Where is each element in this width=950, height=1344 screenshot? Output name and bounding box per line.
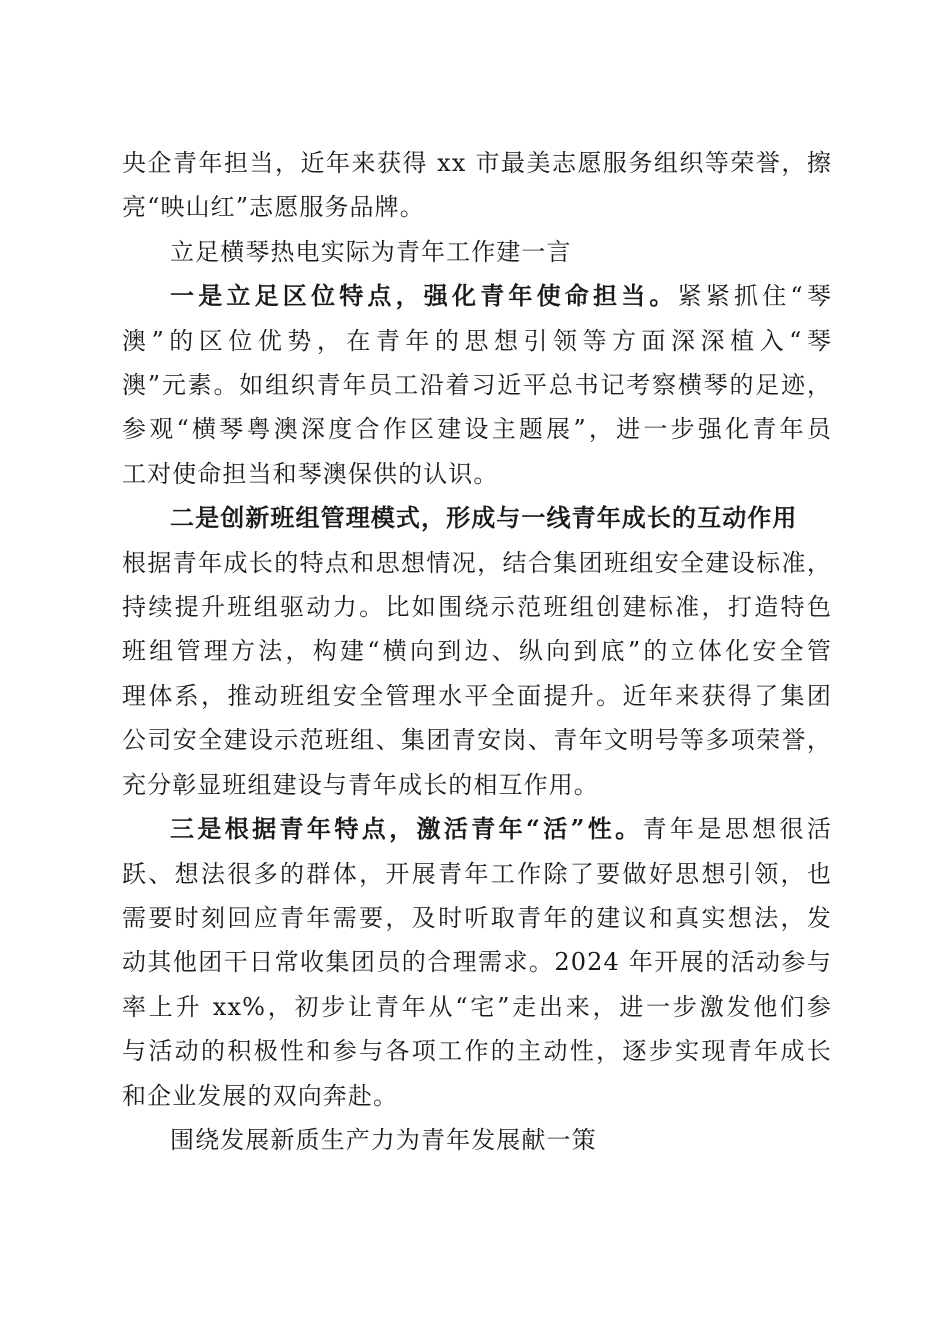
paragraph-youth-activation (122, 807, 832, 1118)
text-line: 理体系，推动班组安全管理水平全面提升。近年来获得了集团 (122, 681, 832, 710)
text-line: 央企青年担当，近年来获得 xx 市最美志愿服务组织等荣誉，擦 (122, 149, 832, 177)
text-line: 充分彰显班组建设与青年成长的相互作用。 (122, 770, 599, 799)
text-line: 根据青年成长的特点和思想情况，结合集团班组安全建设标准， (122, 548, 832, 577)
heading-text: 立足横琴热电实际为青年工作建一言 (170, 237, 572, 266)
paragraph-continuation (122, 141, 832, 230)
bold-lead: 三是根据青年特点，激活青年“活”性。 (170, 814, 643, 844)
text-line: 动其他团干日常收集团员的合理需求。2024 年开展的活动参与 (122, 948, 832, 977)
text-line: 亮“映山红”志愿服务品牌。 (122, 193, 425, 222)
text-line: 持续提升班组驱动力。比如围绕示范班组创建标准，打造特色 (122, 593, 832, 622)
text-line: 工对使命担当和琴澳保供的认识。 (122, 459, 499, 488)
text-line-rest: 紧紧抓住“琴 (677, 282, 832, 311)
section-heading (122, 230, 832, 274)
document-body (122, 141, 832, 1162)
text-line: 和企业发展的双向奔赴。 (122, 1081, 399, 1110)
text-line: 澳”元素。如组织青年员工沿着习近平总书记考察横琴的足迹， (122, 371, 832, 400)
bold-lead: 一是立足区位特点，强化青年使命担当。 (170, 281, 678, 311)
text-line-rest: 青年是思想很活 (642, 815, 832, 844)
text-line: 澳”的区位优势，在青年的思想引领等方面深深植入“琴 (122, 326, 832, 355)
heading-text: 围绕发展新质生产力为青年发展献一策 (170, 1125, 597, 1154)
text-line: 班组管理方法，构建“横向到边、纵向到底”的立体化安全管 (122, 637, 832, 666)
paragraph-location-advantage (122, 274, 832, 496)
text-line: 公司安全建设示范班组、集团青安岗、青年文明号等多项荣誉， (122, 726, 832, 755)
text-line (122, 274, 832, 318)
section-heading (122, 1118, 832, 1162)
text-line (122, 496, 832, 540)
text-line: 跃、想法很多的群体，开展青年工作除了要做好思想引领，也 (122, 859, 832, 888)
text-line: 率上升 xx%，初步让青年从“宅”走出来，进一步激发他们参 (122, 992, 832, 1021)
text-line: 参观“横琴粤澳深度合作区建设主题展”，进一步强化青年员 (122, 415, 832, 444)
bold-lead: 二是创新班组管理模式，形成与一线青年成长的互动作用 (170, 503, 798, 533)
text-line (122, 807, 832, 851)
paragraph-team-management (122, 496, 832, 807)
text-line: 与活动的积极性和参与各项工作的主动性，逐步实现青年成长 (122, 1037, 832, 1066)
text-line: 需要时刻回应青年需要，及时听取青年的建议和真实想法，发 (122, 903, 832, 932)
